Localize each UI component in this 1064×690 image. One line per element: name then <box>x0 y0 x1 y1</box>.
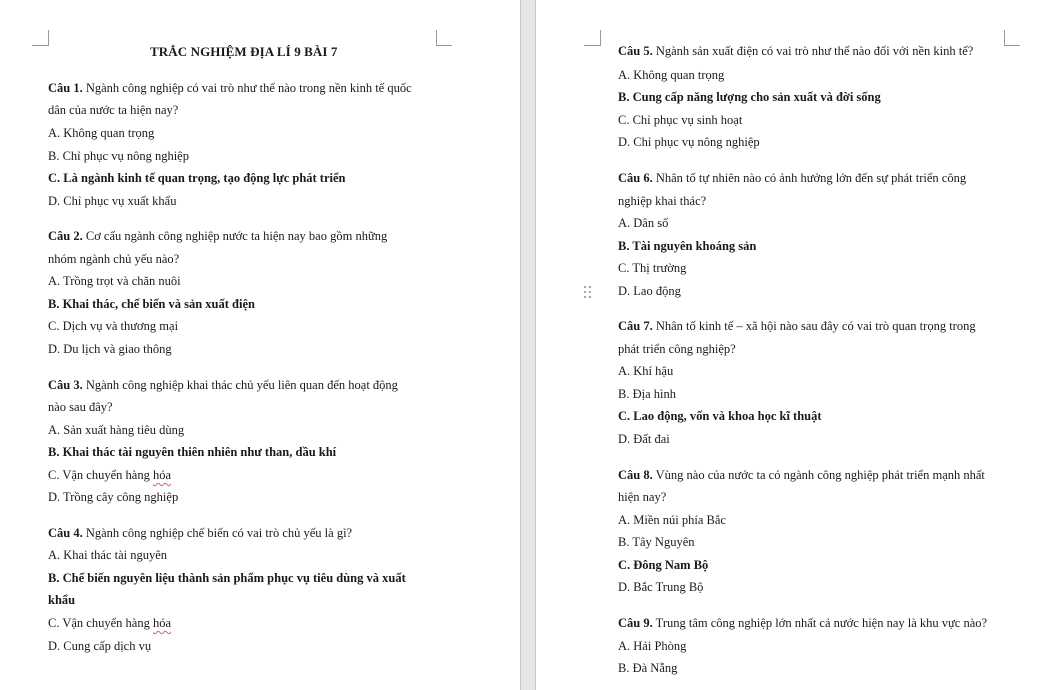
question-7-option-a: A. Khí hậu <box>618 364 674 378</box>
question-3-line-1: Câu 3. Ngành công nghiệp khai thác chủ yếu liên quan đến hoạt động <box>48 378 398 392</box>
spellcheck-underline[interactable]: hóa <box>152 468 172 482</box>
question-3-line-2: nào sau đây? <box>48 400 113 414</box>
question-5-option-d: D. Chỉ phục vụ nông nghiệp <box>618 135 760 149</box>
document-page-left <box>0 0 520 690</box>
question-7-line-1: Câu 7. Nhân tố kinh tế – xã hội nào sau đây có vai trò quan trọng trong <box>618 319 976 333</box>
question-7-option-d: D. Đất đai <box>618 432 670 446</box>
question-2-line-2: nhóm ngành chủ yếu nào? <box>48 252 180 266</box>
question-5-line-1: Câu 5. Ngành sản xuất điện có vai trò như thế nào đối với nền kinh tế? <box>618 44 974 58</box>
question-4-option-d: D. Cung cấp dịch vụ <box>48 639 152 653</box>
question-7-option-b: B. Địa hình <box>618 387 676 401</box>
question-8-option-a: A. Miền núi phía Bắc <box>618 513 726 527</box>
question-8-option-d: D. Bắc Trung Bộ <box>618 580 704 594</box>
page-gutter <box>520 0 536 690</box>
spellcheck-underline[interactable]: hóa <box>152 616 172 630</box>
question-1-option-a: A. Không quan trọng <box>48 126 155 140</box>
drag-handle-icon[interactable] <box>584 286 592 300</box>
question-3-option-c: C. Vận chuyển hàng hóa <box>48 468 172 482</box>
question-2-line-1: Câu 2. Cơ cấu ngành công nghiệp nước ta hiện nay bao gồm những <box>48 229 388 243</box>
question-4-option-b: B. Chế biến nguyên liệu thành sản phẩm phục vụ tiêu dùng và xuất <box>48 571 406 585</box>
question-1-option-b: B. Chỉ phục vụ nông nghiệp <box>48 149 189 163</box>
question-2-option-c: C. Dịch vụ và thương mại <box>48 319 179 333</box>
question-6-option-b: B. Tài nguyên khoáng sản <box>618 239 757 253</box>
question-2-option-b: B. Khai thác, chế biến và sản xuất điện <box>48 297 255 311</box>
question-1-option-c: C. Là ngành kinh tế quan trọng, tạo động lực phát triển <box>48 171 346 185</box>
question-3-option-b: B. Khai thác tài nguyên thiên nhiên như than, dầu khí <box>48 445 337 459</box>
question-2-option-d: D. Du lịch và giao thông <box>48 342 172 356</box>
question-6-option-c: C. Thị trường <box>618 261 687 275</box>
question-3-option-d: D. Trồng cây công nghiệp <box>48 490 179 504</box>
question-2-option-a: A. Trồng trọt và chăn nuôi <box>48 274 181 288</box>
question-6-option-a: A. Dân số <box>618 216 669 230</box>
question-8-option-c: C. Đông Nam Bộ <box>618 558 709 572</box>
question-6-option-d: D. Lao động <box>618 284 681 298</box>
question-9-line-1: Câu 9. Trung tâm công nghiệp lớn nhất cả nước hiện nay là khu vực nào? <box>618 616 988 630</box>
question-4-line-1: Câu 4. Ngành công nghiệp chế biến có vai trò chủ yếu là gì? <box>48 526 353 540</box>
question-8-option-b: B. Tây Nguyên <box>618 535 695 549</box>
question-8-line-2: hiện nay? <box>618 490 667 504</box>
question-6-line-2: nghiệp khai thác? <box>618 194 707 208</box>
question-5-option-a: A. Không quan trọng <box>618 68 725 82</box>
question-4-option-c: C. Vận chuyển hàng hóa <box>48 616 172 630</box>
question-9-option-b: B. Đà Nẵng <box>618 661 678 675</box>
question-7-line-2: phát triển công nghiệp? <box>618 342 736 356</box>
question-4-option-b-cont: khẩu <box>48 593 76 607</box>
question-5-option-c: C. Chỉ phục vụ sinh hoạt <box>618 113 743 127</box>
question-4-option-a: A. Khai thác tài nguyên <box>48 548 168 562</box>
question-1-option-d: D. Chỉ phục vụ xuất khẩu <box>48 194 177 208</box>
question-5-option-b: B. Cung cấp năng lượng cho sản xuất và đời sống <box>618 90 881 104</box>
question-3-option-a: A. Sản xuất hàng tiêu dùng <box>48 423 185 437</box>
question-1-line-2: dân của nước ta hiện nay? <box>48 103 179 117</box>
question-1-line-1: Câu 1. Ngành công nghiệp có vai trò như thế nào trong nền kinh tế quốc <box>48 81 412 95</box>
document-page-right <box>536 0 1064 690</box>
question-7-option-c: C. Lao động, vốn và khoa học kĩ thuật <box>618 409 822 423</box>
question-6-line-1: Câu 6. Nhân tố tự nhiên nào có ảnh hưởng lớn đến sự phát triển công <box>618 171 967 185</box>
document-title: TRẮC NGHIỆM ĐỊA LÍ 9 BÀI 7 <box>150 44 338 59</box>
question-9-option-a: A. Hải Phòng <box>618 639 687 653</box>
question-8-line-1: Câu 8. Vùng nào của nước ta có ngành công nghiệp phát triển mạnh nhất <box>618 468 985 482</box>
